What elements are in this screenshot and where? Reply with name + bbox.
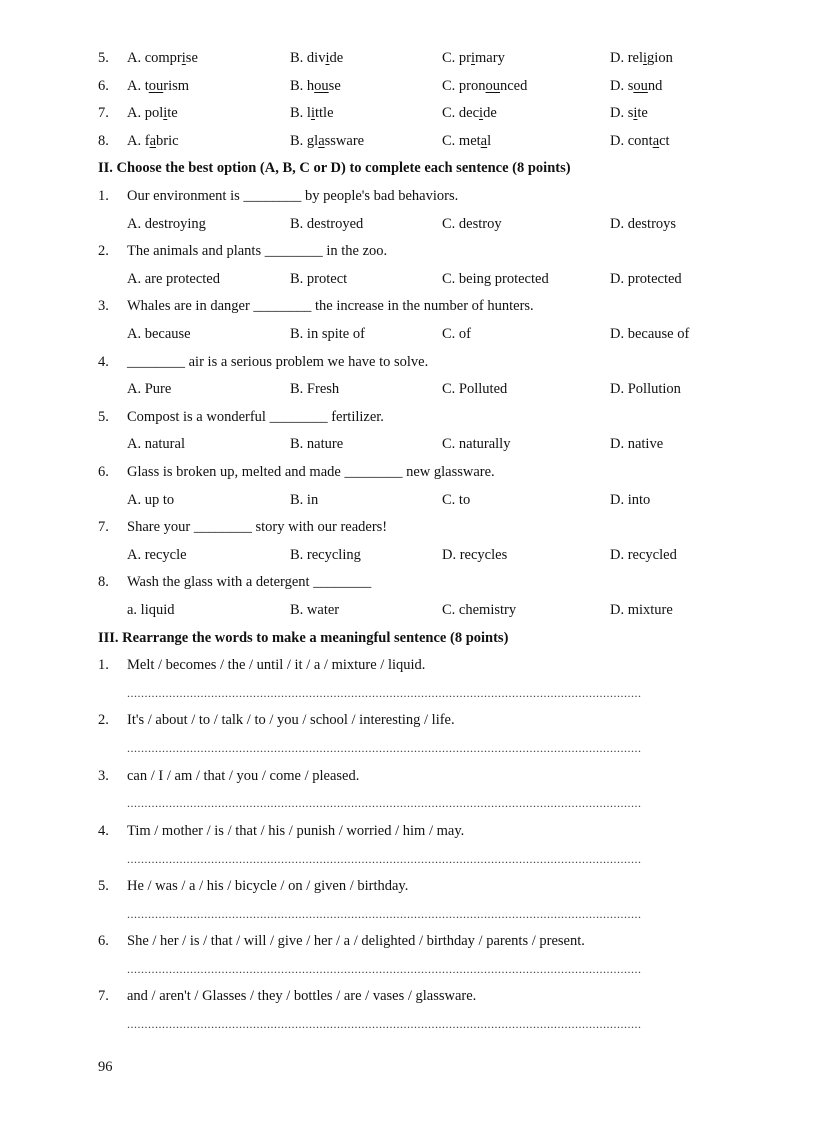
question-number: 2. [98,712,109,728]
pronunciation-row [0,75,816,97]
section-title: III. Rearrange the words to make a meaningful sentence (8 points) [98,630,509,646]
answer-line-row [0,903,816,925]
question-stem: Whales are in danger ________ the increase in the number of hunters. [127,298,534,314]
question-stem-row [0,295,816,317]
rearrange-item [0,654,816,676]
question-stem: Glass is broken up, melted and made ________ new glassware. [127,464,495,480]
question-number: 7. [98,519,109,535]
option-b: B. divide [290,50,344,66]
option-c: C. primary [442,50,505,66]
option-a: A. recycle [127,547,187,563]
option-b: B. Fresh [290,381,340,397]
question-number: 6. [98,933,109,949]
option-a: a. liquid [127,602,175,618]
option-b: B. in [290,492,319,508]
question-number: 6. [98,78,109,94]
rearrange-item [0,820,816,842]
question-number: 3. [98,298,109,314]
question-number: 6. [98,464,109,480]
question-number: 7. [98,105,109,121]
question-stem-row [0,185,816,207]
answer-line-row [0,848,816,870]
option-a: A. Pure [127,381,172,397]
option-a: A. tourism [127,78,190,94]
option-c: C. of [442,326,471,342]
question-number: 5. [98,878,109,894]
answer-line-row [0,792,816,814]
question-number: 1. [98,188,109,204]
answer-line: ................................................................................................................................................... [127,852,642,866]
question-stem-row [0,240,816,262]
pronunciation-row [0,130,816,152]
question-stem: The animals and plants ________ in the zoo. [127,243,388,259]
option-c: C. decide [442,105,497,121]
option-a: A. fabric [127,133,179,149]
option-c: C. metal [442,133,492,149]
answer-line-row [0,682,816,704]
option-a: A. destroying [127,216,206,232]
option-b: B. water [290,602,340,618]
option-c: C. pronounced [442,78,528,94]
question-stem-row [0,461,816,483]
option-b: B. protect [290,271,348,287]
options-row [0,268,816,290]
answer-line: ................................................................................................................................................... [127,741,642,755]
question-stem-row [0,516,816,538]
option-c: C. Polluted [442,381,508,397]
options-row [0,544,816,566]
options-row [0,599,816,621]
options-row [0,489,816,511]
options-row [0,378,816,400]
option-c: C. chemistry [442,602,517,618]
options-row [0,433,816,455]
word-list: Melt / becomes / the / until / it / a / mixture / liquid. [127,657,426,673]
option-c: C. being protected [442,271,549,287]
option-d: D. site [610,105,648,121]
question-stem: Our environment is ________ by people's bad behaviors. [127,188,459,204]
option-d: D. contact [610,133,670,149]
question-number: 5. [98,409,109,425]
option-b: B. destroyed [290,216,364,232]
option-d: D. native [610,436,664,452]
options-row [0,213,816,235]
answer-line: ................................................................................................................................................... [127,1017,642,1031]
rearrange-item [0,875,816,897]
footer [0,1056,816,1078]
section-heading-part3 [0,627,816,649]
option-a: A. comprise [127,50,198,66]
question-stem: Share your ________ story with our readers! [127,519,388,535]
question-number: 5. [98,50,109,66]
word-list: She / her / is / that / will / give / her / a / delighted / birthday / parents / present. [127,933,585,949]
answer-line: ................................................................................................................................................... [127,686,642,700]
question-number: 4. [98,354,109,370]
option-b: B. recycling [290,547,361,563]
option-d: D. protected [610,271,682,287]
options-row [0,323,816,345]
word-list: and / aren't / Glasses / they / bottles / are / vases / glassware. [127,988,477,1004]
answer-line-row [0,958,816,980]
option-d: D. sound [610,78,663,94]
option-a: A. polite [127,105,178,121]
question-number: 3. [98,768,109,784]
question-stem-row [0,571,816,593]
question-number: 7. [98,988,109,1004]
answer-line: ................................................................................................................................................... [127,962,642,976]
pronunciation-row [0,102,816,124]
option-b: B. little [290,105,334,121]
rearrange-item [0,985,816,1007]
question-stem-row [0,406,816,428]
question-number: 8. [98,574,109,590]
answer-line: ................................................................................................................................................... [127,907,642,921]
option-c: C. to [442,492,471,508]
word-list: It's / about / to / talk / to / you / school / interesting / life. [127,712,455,728]
word-list: Tim / mother / is / that / his / punish / worried / him / may. [127,823,465,839]
word-list: He / was / a / his / bicycle / on / given / birthday. [127,878,409,894]
option-d: D. because of [610,326,690,342]
option-c: D. recycles [442,547,508,563]
answer-line: ................................................................................................................................................... [127,796,642,810]
question-stem: ________ air is a serious problem we have to solve. [127,354,429,370]
rearrange-item [0,930,816,952]
question-number: 2. [98,243,109,259]
option-b: B. in spite of [290,326,365,342]
word-list: can / I / am / that / you / come / pleased. [127,768,360,784]
question-number: 4. [98,823,109,839]
option-d: D. mixture [610,602,673,618]
option-a: A. because [127,326,191,342]
option-a: A. up to [127,492,175,508]
option-d: D. religion [610,50,673,66]
question-stem-row [0,351,816,373]
option-b: B. glassware [290,133,365,149]
option-a: A. are protected [127,271,220,287]
option-b: B. house [290,78,341,94]
option-b: B. nature [290,436,344,452]
pronunciation-row [0,47,816,69]
option-d: D. recycled [610,547,677,563]
option-c: C. destroy [442,216,502,232]
section-heading-part2 [0,157,816,179]
rearrange-item [0,709,816,731]
question-stem: Compost is a wonderful ________ fertilizer. [127,409,384,425]
option-c: C. naturally [442,436,511,452]
section-title: II. Choose the best option (A, B, C or D) to complete each sentence (8 points) [98,160,571,176]
option-d: D. into [610,492,651,508]
option-a: A. natural [127,436,185,452]
answer-line-row [0,737,816,759]
option-d: D. Pollution [610,381,681,397]
rearrange-item [0,765,816,787]
question-number: 8. [98,133,109,149]
question-number: 1. [98,657,109,673]
question-stem: Wash the glass with a detergent ________ [127,574,372,590]
page-number: 96 [98,1059,113,1075]
option-d: D. destroys [610,216,677,232]
answer-line-row [0,1013,816,1035]
